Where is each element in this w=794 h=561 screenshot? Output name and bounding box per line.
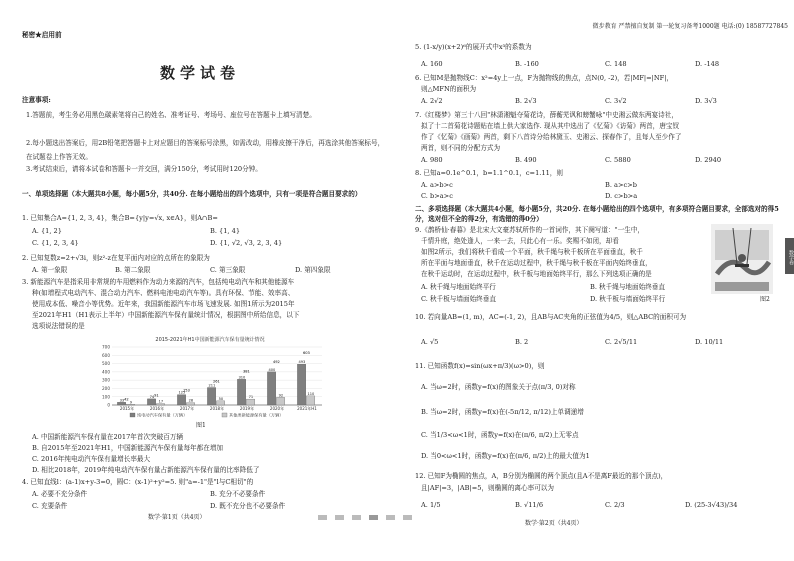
bar-other bbox=[126, 404, 134, 405]
side-tab: 数学卷 bbox=[785, 238, 794, 274]
bar-ev bbox=[267, 372, 275, 405]
legend-label: 其他类新能源保有量（万辆） bbox=[229, 412, 284, 418]
bar-other bbox=[306, 396, 314, 405]
bar-value-label: 28 bbox=[188, 398, 194, 403]
footer-right: 数学·第2页（共4页） bbox=[525, 520, 583, 527]
q7-stem-line2: 拟了十二首菊花诗题贴在墙上供大家选作. 现从其中选出了《忆菊》《访菊》两首，唐宝钗 bbox=[421, 122, 680, 130]
page-title: 数学试卷 bbox=[160, 64, 241, 82]
x-tick-label: 2016年 bbox=[149, 406, 165, 411]
bar-ev bbox=[147, 399, 155, 405]
q7-option-b: B. 490 bbox=[515, 156, 537, 164]
q11-option-a: A. 当ω=2时，函数y=f(x)的图象关于点(π/3, 0)对称 bbox=[421, 383, 576, 391]
legend-swatch bbox=[130, 413, 135, 417]
q6-option-b: B. 2√3 bbox=[515, 97, 537, 105]
legend-label: 纯电动汽车保有量（万辆） bbox=[137, 412, 188, 418]
bar-other bbox=[156, 404, 164, 405]
legend-swatch bbox=[222, 413, 227, 417]
bar-other bbox=[276, 397, 284, 405]
page-right bbox=[405, 0, 794, 561]
q8-option-c: C. b>a>c bbox=[421, 192, 453, 200]
fig2-label: 图2 bbox=[760, 296, 770, 303]
q2-option-d: D. 第四象限 bbox=[295, 266, 331, 274]
q6-option-d: D. 3√3 bbox=[695, 97, 717, 105]
ev-ownership-chart bbox=[90, 335, 330, 421]
q6-stem-line2: 则△MFN的面积为 bbox=[421, 85, 477, 93]
q10-stem: 10. 若向量AB=(1, m)，AC=(-1, 2)，且AB与AC夹角的正弦值为4/5，则△ABC的面积可为 bbox=[415, 313, 687, 321]
q1-stem: 1. 已知集合A={1, 2, 3, 4}，集合B={y|y=√x, x∈A}，则A∩B= bbox=[22, 214, 218, 222]
bar-other bbox=[246, 399, 254, 405]
q9-stem-line4: 所在平面与地面垂直，秋千在运动过程中，秋千绳与秋千板在平面内始终垂直， bbox=[421, 259, 652, 267]
q5-option-b: B. -160 bbox=[515, 60, 539, 68]
q9-option-d: D. 秋千板与墙面始终平行 bbox=[590, 295, 666, 303]
note-2: 2.每小题选出答案后，用2B铅笔把答题卡上对应题目的答案标号涂黑，如需改动，用橡皮擦干净后，再选涂其他答案标号，在试题卷上作答无效。 bbox=[26, 139, 385, 161]
q11-option-c: C. 当1/3<ω<1时，函数y=f(x)在(π/6, π/2)上无零点 bbox=[421, 431, 579, 439]
bar-value-label: 9 bbox=[129, 400, 133, 405]
q7-option-c: C. 5880 bbox=[605, 156, 631, 164]
footer-left: 数学·第1页（共4页） bbox=[148, 514, 206, 521]
q5-option-d: D. -148 bbox=[695, 60, 720, 68]
swing-illustration bbox=[711, 224, 773, 294]
bar-ev bbox=[237, 379, 245, 405]
chart-title: 2015-2021年H1中国新能源汽车保有量统计情况 bbox=[155, 337, 265, 343]
q6-stem-line1: 6. 已知M是抛物线C：x²=4y上一点，F为抛物线的焦点，点N(0, -2)，若|MF|=|NF|， bbox=[415, 74, 674, 82]
q3-option-b: B. 自2015年至2021年H1，中国新能源汽车保有量每年都在增加 bbox=[32, 444, 224, 452]
bar-value-label: 310 bbox=[238, 375, 246, 380]
chart-legend bbox=[130, 412, 283, 419]
notes-heading: 注意事项: bbox=[22, 96, 51, 104]
header-contact: 微步教育 严禁擅自复制 第一轮复习备考1000题 电话:(0) 18587727845 bbox=[592, 23, 788, 30]
q3-stem-line2: 种(如增程式电动汽车、混合动力汽车、燃料电池电动汽车等)。具有环保、节能、效率高、 bbox=[32, 289, 295, 297]
q8-option-d: D. c>b>a bbox=[605, 192, 638, 200]
y-tick-label: 500 bbox=[102, 361, 110, 367]
bar-ev bbox=[297, 364, 305, 405]
bar-value-label: 50 bbox=[218, 396, 224, 401]
q7-stem-line3: 作了《忆菊》《画菊》两首，剩下八首诗分给林黛玉、史湘云、探春作了，且每人至少作了 bbox=[421, 133, 682, 141]
q10-option-d: D. 10/11 bbox=[695, 338, 724, 346]
q3-option-c: C. 2016年纯电动汽车保有量增长率最大 bbox=[32, 455, 151, 463]
q9-stem-line3: 如图2所示，我们将秋千看成一个平面，秋千绳与秋千板所在平面垂直，秋千 bbox=[421, 248, 643, 256]
q2-stem: 2. 已知复数z=2+√3i，则z²-z在复平面内对应的点所在的象限为 bbox=[22, 254, 210, 262]
q12-stem-line1: 12. 已知F为椭圆的焦点，A，B分别为椭圆的两个顶点(且A不是离F最近的那个顶点)， bbox=[415, 472, 668, 480]
q1-option-b: B. {1, 4} bbox=[210, 227, 241, 235]
q12-option-a: A. 1/5 bbox=[421, 501, 441, 509]
q4-option-c: C. 充要条件 bbox=[32, 502, 68, 510]
q2-option-b: B. 第二象限 bbox=[115, 266, 151, 274]
note-1: 1.答题前，考生务必用黑色碳素笔将自己的姓名、准考证号、考场号、座位号在答题卡上填写清楚。 bbox=[26, 111, 316, 119]
q9-option-b: B. 秋千绳与地面始终垂直 bbox=[590, 283, 665, 291]
q3-stem-line3: 使用成本低、噪音小等优势。近年来，我国新能源汽车市场飞速发展. 如图1所示为2015年 bbox=[32, 300, 295, 308]
bar-other bbox=[216, 401, 224, 405]
section1-heading: 一、单项选择题（本大题共8小题，每小题5分，共40分. 在每小题给出的四个选项中，只有一项是符合题目要求的） bbox=[22, 190, 362, 198]
total-value-label: 603 bbox=[302, 351, 310, 356]
q9-stem-line5: 在秋千运动时，在运动过程中，秋千板与地面始终平行，那么下列选项正确的是 bbox=[421, 270, 652, 278]
q1-option-a: A. {1, 2} bbox=[32, 227, 62, 235]
y-tick-label: 700 bbox=[102, 344, 110, 350]
bar-value-label: 71 bbox=[248, 395, 254, 400]
q12-option-c: C. 2/3 bbox=[605, 501, 625, 509]
y-tick-label: 200 bbox=[102, 386, 110, 392]
x-tick-label: 2018年 bbox=[209, 406, 225, 411]
q10-option-b: B. 2 bbox=[515, 338, 529, 346]
binding-marks bbox=[318, 515, 412, 520]
q11-option-b: B. 当ω=2时，函数y=f(x)在(-5π/12, π/12)上单调递增 bbox=[421, 408, 584, 416]
q4-option-b: B. 充分不必要条件 bbox=[210, 490, 266, 498]
q3-option-a: A. 中国新能源汽车保有量在2017年首次突破百万辆 bbox=[32, 433, 184, 441]
q8-stem: 8. 已知a=0.1e^0.1，b=1.1^0.1，c=1.11，则 bbox=[415, 169, 563, 177]
q9-option-a: A. 秋千绳与地面始终平行 bbox=[421, 283, 496, 291]
bar-value-label: 400 bbox=[268, 367, 276, 372]
secret-label: 秘密★启用前 bbox=[22, 31, 62, 39]
total-value-label: 91 bbox=[154, 393, 159, 398]
q7-option-a: A. 980 bbox=[421, 156, 443, 164]
q5-stem: 5. (1-x/y)(x+2)⁶的展开式中x³的系数为 bbox=[415, 43, 532, 51]
bar-value-label: 92 bbox=[278, 393, 284, 398]
bar-value-label: 211 bbox=[208, 383, 216, 388]
q10-option-a: A. √5 bbox=[421, 338, 439, 346]
total-value-label: 153 bbox=[182, 388, 190, 393]
x-tick-label: 2017年 bbox=[179, 406, 195, 411]
chart-bars bbox=[117, 351, 317, 411]
bar-ev bbox=[117, 402, 125, 405]
x-tick-label: 2019年 bbox=[239, 406, 255, 411]
y-tick-label: 400 bbox=[102, 369, 110, 375]
bar-value-label: 493 bbox=[298, 360, 306, 365]
bar-value-label: 125 bbox=[178, 390, 186, 395]
bar-ev bbox=[177, 395, 185, 405]
q3-stem-line4: 至2021年H1（H1表示上半年）中国新能源汽车保有量统计情况，根据图中所给信息，以下 bbox=[32, 311, 300, 319]
bar-value-label: 110 bbox=[307, 391, 315, 396]
q2-option-a: A. 第一象限 bbox=[32, 266, 68, 274]
q6-option-c: C. 3√2 bbox=[605, 97, 627, 105]
q5-option-a: A. 160 bbox=[421, 60, 443, 68]
y-tick-label: 600 bbox=[102, 352, 110, 358]
total-value-label: 381 bbox=[242, 369, 250, 374]
q10-option-c: C. 2√5/11 bbox=[605, 338, 638, 346]
y-tick-label: 300 bbox=[102, 377, 110, 383]
q1-option-c: C. {1, 2, 3, 4} bbox=[32, 239, 79, 247]
q11-option-d: D. 当0<ω<1时，函数y=f(x)在(π/6, π/2)上的最大值为1 bbox=[421, 452, 590, 460]
y-tick-label: 0 bbox=[107, 402, 110, 408]
q7-stem-line1: 7.《红楼梦》第三十八回"林潇湘魁夺菊花诗，薛蘅芜讽和螃蟹咏"中史湘云做东两宴诗社， bbox=[415, 111, 678, 119]
x-tick-label: 2021年H1 bbox=[297, 406, 317, 411]
q7-stem-line4: 两首，则不同的分配方式为 bbox=[421, 144, 501, 152]
note-3: 3.考试结束后，请将本试卷和答题卡一并交回，满分150分，考试用时120分钟。 bbox=[26, 165, 262, 173]
q3-stem-line5: 选项说法错误的是 bbox=[32, 322, 85, 330]
total-value-label: 261 bbox=[212, 379, 220, 384]
q1-option-d: D. {1, √2, √3, 2, 3, 4} bbox=[210, 239, 283, 247]
x-tick-label: 2015年 bbox=[119, 406, 135, 411]
q4-option-d: D. 既不充分也不必要条件 bbox=[210, 502, 286, 510]
bar-ev bbox=[207, 388, 215, 405]
fig1-label: 图1 bbox=[196, 422, 206, 429]
y-tick-label: 100 bbox=[102, 394, 110, 400]
q4-option-a: A. 必要不充分条件 bbox=[32, 490, 88, 498]
q2-option-c: C. 第三象限 bbox=[210, 266, 246, 274]
q3-option-d: D. 相比2018年，2019年纯电动汽车保有量占新能源汽车保有量的比率降低了 bbox=[32, 466, 260, 474]
section2-heading: 二、多项选择题（本大题共4小题，每小题5分，共20分. 在每小题给出的四个选项中，有多项符合题目要求，全部选对的得5分，选对但不全的得2分，有选错的得0分） bbox=[415, 205, 779, 223]
total-value-label: 42 bbox=[124, 397, 129, 402]
q9-stem-line1: 9.《鹊桥仙·春暮》是北宋大文豪苏轼所作的一首词作，其下阕写道："一生中， bbox=[415, 226, 645, 234]
q8-option-a: A. a>b>c bbox=[421, 181, 453, 189]
q12-stem-line2: 且|AF|=3，|AB|=5，则椭圆的离心率可以为 bbox=[421, 484, 554, 492]
q12-option-b: B. √11/6 bbox=[515, 501, 544, 509]
bar-other bbox=[186, 403, 194, 405]
bar-value-label: 33 bbox=[119, 398, 125, 403]
bar-value-label: 17 bbox=[158, 399, 164, 404]
q9-stem-line2: 千情升庭，绝处逢人，一来一去，只此心有一乐。奖赐不如闭，却看 bbox=[421, 237, 619, 245]
bar-value-label: 74 bbox=[149, 394, 155, 399]
q3-stem-line1: 3. 新能源汽车是指采用非常规的车用燃料作为动力来源的汽车，包括纯电动汽车和其他能源车 bbox=[22, 278, 295, 286]
q4-stem: 4. 已知直线l：(a-1)x+y-3=0，圆C：(x-1)²+y²=5. 则"a=-1"是"l与C相切"的 bbox=[22, 478, 254, 486]
q6-option-a: A. 2√2 bbox=[421, 97, 443, 105]
q8-option-b: B. a>c>b bbox=[605, 181, 637, 189]
q5-option-c: C. 148 bbox=[605, 60, 627, 68]
total-value-label: 492 bbox=[272, 360, 280, 365]
q11-stem: 11. 已知函数f(x)=sin(ωx+π/3)(ω>0)，则 bbox=[415, 362, 545, 370]
q9-option-c: C. 秋千板与墙面始终垂直 bbox=[421, 295, 496, 303]
q7-option-d: D. 2940 bbox=[695, 156, 722, 164]
x-tick-label: 2020年 bbox=[269, 406, 285, 411]
q12-option-d: D. (25-3√43)/34 bbox=[685, 501, 738, 509]
